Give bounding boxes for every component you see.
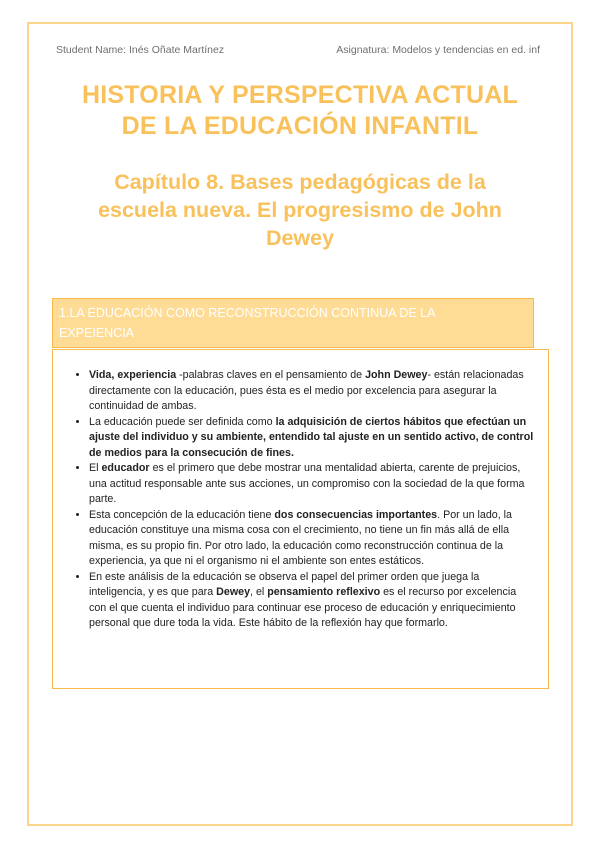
strong-text: John Dewey xyxy=(365,369,428,381)
bullet-item xyxy=(89,508,534,570)
bullet-item xyxy=(89,368,534,415)
body-text: El xyxy=(89,462,102,474)
bullet-item xyxy=(89,415,534,462)
content-box xyxy=(52,349,549,689)
body-text: - están relacionadas directamente con la educación, pues ésta es el medio por excelencia para asegurar la continuidad de ambas. xyxy=(89,369,524,412)
body-text: es el primero que debe mostrar una mentalidad abierta, carente de prejuicios, una actitud responsable ante sus acciones, un compromiso con la sociedad de la que forma parte. xyxy=(89,462,525,505)
bullet-item xyxy=(89,570,534,632)
student-name: Student Name: Inés Oñate Martínez xyxy=(56,44,225,56)
strong-text: Vida, experiencia xyxy=(89,369,177,381)
main-title-line: HISTORIA Y PERSPECTIVA ACTUAL xyxy=(82,81,518,109)
page-header xyxy=(56,44,540,56)
section-heading-line: EXPEIENCIA xyxy=(59,326,135,340)
body-text: es el recurso por excelencia con el que cuenta el individuo para continuar ese proceso de educación y enriquecimiento personal que dure toda la vida. Este hábito de la reflexión hay que formarlo. xyxy=(89,586,517,629)
chapter-title xyxy=(60,168,540,252)
body-text: Esta concepción de la educación tiene xyxy=(89,508,275,521)
bullet-list xyxy=(53,350,548,632)
chapter-title-line: Dewey xyxy=(265,226,335,250)
body-text: . Por un lado, la educación constituye una misma cosa con el crecimiento, no tiene un fin más allá de ella misma, es su propio fin. Por otro lado, la educación como reconstrucción continua de la experiencia, ya que ni el organismo ni el ambiente son entes estáticos. xyxy=(89,508,513,567)
body-text: -palabras claves en el pensamiento de xyxy=(176,369,366,381)
section-heading-line: 1.LA EDUCACIÓN COMO RECONSTRUCCIÓN CONTINUA DE LA xyxy=(59,306,436,320)
main-title xyxy=(40,80,560,142)
subject-name: Asignatura: Modelos y tendencias en ed. inf xyxy=(336,44,540,56)
strong-text: dos consecuencias importantes xyxy=(274,508,438,521)
section-heading xyxy=(52,298,534,348)
body-text: La educación puede ser definida como xyxy=(89,415,276,428)
main-title-line: DE LA EDUCACIÓN INFANTIL xyxy=(121,112,479,140)
strong-text: la adquisición de ciertos hábitos que efectúan un ajuste del individuo y su ambiente, entendido tal ajuste en un sentido activo, de control de medios para la consecución de fines. xyxy=(89,415,534,459)
strong-text: educador xyxy=(101,462,150,474)
strong-text: Dewey xyxy=(216,586,251,598)
chapter-title-line: escuela nueva. El progresismo de John xyxy=(98,198,502,222)
strong-text: pensamiento reflexivo xyxy=(267,586,381,598)
body-text: , el xyxy=(250,586,268,598)
body-text: En este análisis de la educación se observa el papel del primer orden que juega la inteligencia, y es que para xyxy=(89,570,480,598)
bullet-item xyxy=(89,461,534,508)
chapter-title-line: Capítulo 8. Bases pedagógicas de la xyxy=(114,170,486,194)
